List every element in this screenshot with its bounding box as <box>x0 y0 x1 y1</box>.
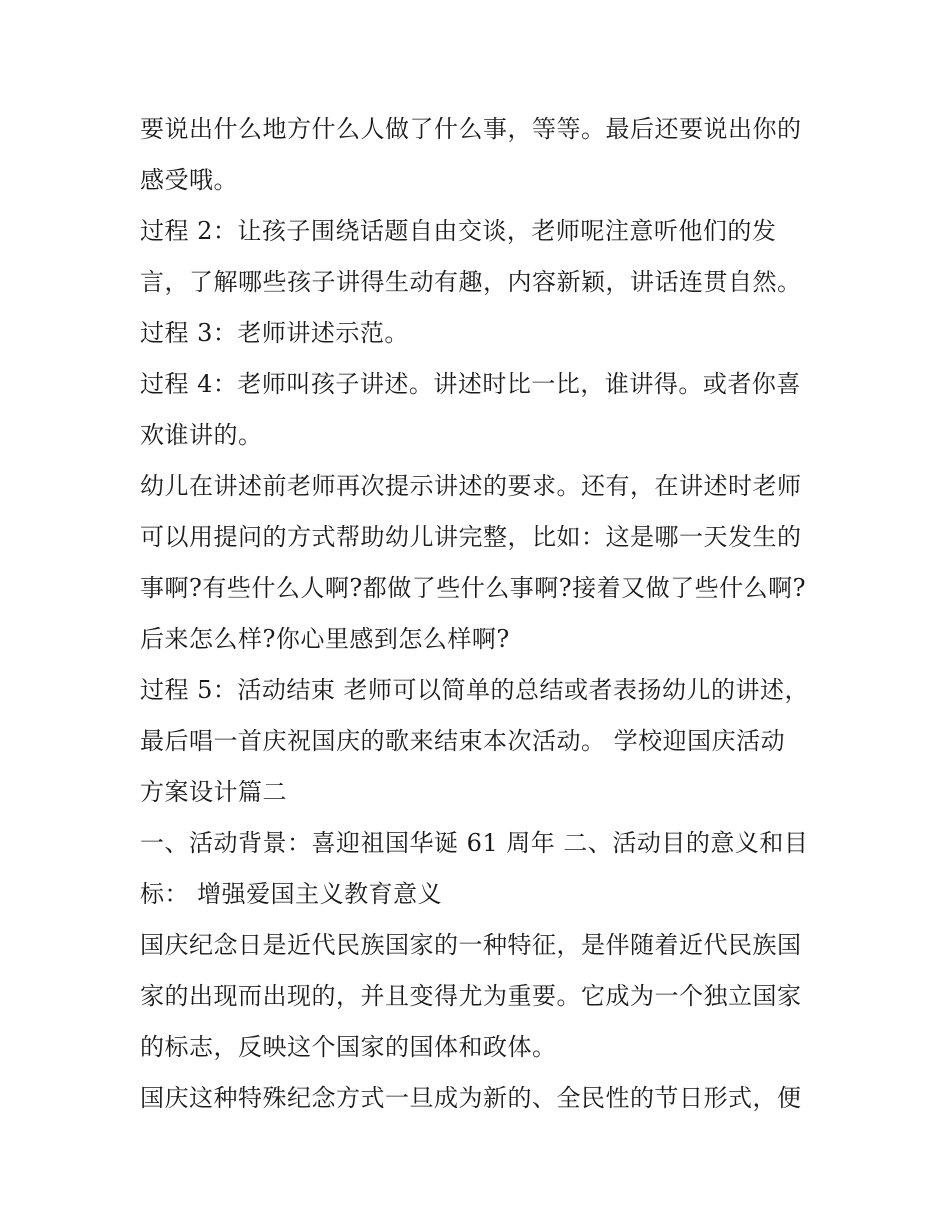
text-line: 家的出现而出现的，并且变得尤为重要。它成为一个独立国家 <box>140 982 802 1010</box>
document-body <box>140 104 830 1124</box>
text-line: 标： 增强爱国主义教育意义 <box>140 880 443 908</box>
text-line: 最后唱一首庆祝国庆的歌来结束本次活动。 学校迎国庆活动 <box>140 727 786 755</box>
text-line: 后来怎么样?你心里感到怎么样啊? <box>140 625 510 653</box>
text-line: 事啊?有些什么人啊?都做了些什么事啊?接着又做了些什么啊? <box>140 574 806 602</box>
text-line: 言，了解哪些孩子讲得生动有趣，内容新颖，讲话连贯自然。 <box>140 268 802 296</box>
text-line: 过程 2：让孩子围绕话题自由交谈，老师呢注意听他们的发 <box>140 217 777 245</box>
text-line: 欢谁讲的。 <box>140 421 263 449</box>
text-line: 过程 4：老师叫孩子讲述。讲述时比一比，谁讲得。或者你喜 <box>140 370 801 398</box>
text-line: 要说出什么地方什么人做了什么事，等等。最后还要说出你的 <box>140 115 802 143</box>
text-line: 方案设计篇二 <box>140 778 287 806</box>
text-line: 可以用提问的方式帮助幼儿讲完整，比如：这是哪一天发生的 <box>140 523 802 551</box>
text-line: 幼儿在讲述前老师再次提示讲述的要求。还有，在讲述时老师 <box>140 472 802 500</box>
text-line: 过程 5：活动结束 老师可以简单的总结或者表扬幼儿的讲述， <box>140 676 810 704</box>
text-line: 国庆纪念日是近代民族国家的一种特征，是伴随着近代民族国 <box>140 931 802 959</box>
text-line: 过程 3：老师讲述示范。 <box>140 319 409 347</box>
text-line: 的标志，反映这个国家的国体和政体。 <box>140 1033 557 1061</box>
text-line: 一、活动背景：喜迎祖国华诞 61 周年 二、活动目的意义和目 <box>140 829 809 857</box>
text-line: 国庆这种特殊纪念方式一旦成为新的、全民性的节日形式，便 <box>140 1084 802 1112</box>
text-line: 感受哦。 <box>140 166 238 194</box>
